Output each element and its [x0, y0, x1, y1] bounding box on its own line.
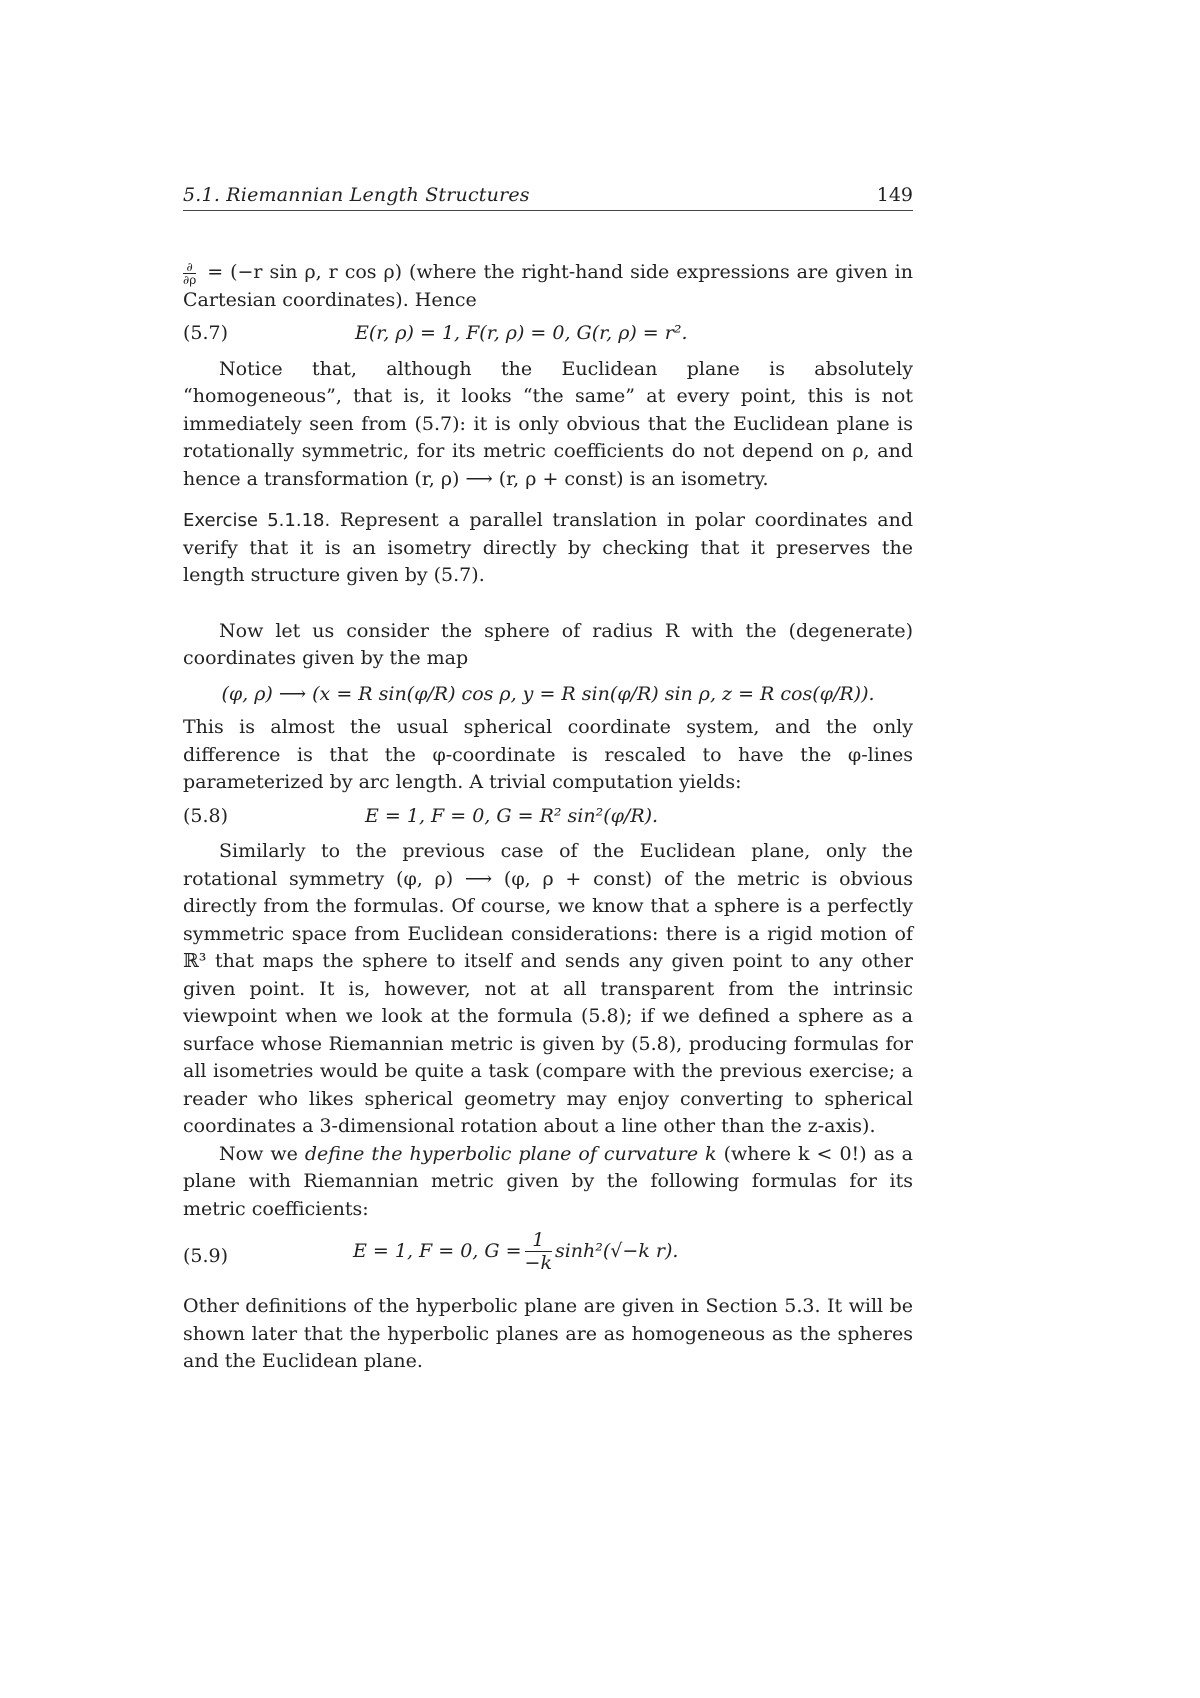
- running-header: [183, 180, 913, 211]
- page: [183, 180, 913, 1376]
- equation-label: (5.9): [183, 1245, 229, 1267]
- partial-denominator: ∂ρ: [183, 272, 197, 287]
- equation-5-9: [183, 1229, 913, 1285]
- equation-lhs: E = 1, F = 0, G =: [353, 1239, 522, 1262]
- equation-label: (5.8): [183, 804, 229, 827]
- equation-5-7: [183, 320, 913, 348]
- paragraph-symmetry: Similarly to the previous case of the Euclidean plane, only the rotational symmetry (φ, ρ) ⟶ (φ, ρ + const) of the metric is obvious directly from the formulas. Of course, we know that a sphere is a perfectly symmetric space from Euclidean considerations: there is a rigid motion of ℝ³ that maps the sphere to itself and sends any given point to any other given point. It is, however, not at all transparent from the intrinsic viewpoint when we look at the formula (5.8); if we defined a sphere as a surface whose Riemannian metric is given by (5.8), producing formulas for all isometries would be quite a task (compare with the previous exercise; a reader who likes spherical geometry may enjoy converting to spherical coordinates a 3-dimensional rotation about a line other than the z-axis).: [183, 840, 913, 1137]
- equation-rhs: sinh²(√−k r).: [554, 1239, 679, 1262]
- equation-expression: E(r, ρ) = 1, F(r, ρ) = 0, G(r, ρ) = r².: [355, 322, 688, 344]
- exercise-5-1-18: [183, 507, 913, 590]
- hyperbolic-post: (where k < 0!) as a plane with Riemannian metric given by the following formulas for its metric coefficients:: [183, 1142, 913, 1220]
- equation-expression: [353, 1229, 678, 1274]
- fraction-denominator: −k: [524, 1252, 552, 1274]
- paragraph-partial-derivative: [183, 259, 913, 314]
- partial-numerator: ∂: [183, 261, 196, 274]
- equation-fraction: [525, 1229, 552, 1274]
- hyperbolic-pre: Now we: [219, 1142, 305, 1165]
- paragraph-partial-text: = (−r sin ρ, r cos ρ) (where the right-hand side expressions are given in Cartesian coordinates). Hence: [183, 261, 913, 311]
- exercise-text: Represent a parallel translation in polar coordinates and verify that it is an isometry directly by checking that it preserves the length structure given by (5.7).: [183, 509, 913, 586]
- fraction-numerator: 1: [525, 1229, 552, 1252]
- equation-label: (5.7): [183, 322, 229, 344]
- paragraph-sphere: Now let us consider the sphere of radius R with the (degenerate) coordinates given by the map: [183, 619, 913, 669]
- map-equation: (φ, ρ) ⟶ (x = R sin(φ/R) cos ρ, y = R sin(φ/R) sin ρ, z = R cos(φ/R)).: [221, 682, 875, 705]
- page-number: 149: [876, 184, 913, 206]
- exercise-label: Exercise 5.1.18.: [183, 510, 331, 531]
- running-title: 5.1. Riemannian Length Structures: [183, 184, 530, 206]
- equation-5-8: [183, 803, 913, 831]
- partial-fraction: [183, 261, 196, 286]
- paragraph-hyperbolic-definition: [183, 1141, 913, 1224]
- paragraph-homogeneous: Notice that, although the Euclidean plane is absolutely “homogeneous”, that is, it looks “the same” at every point, this is not immediately seen from (5.7): it is only obvious that the Euclidean plane is rotationally symmetric, for its metric coefficients do not depend on ρ, and hence a transformation (r, ρ) ⟶ (r, ρ + const) is an isometry.: [183, 357, 913, 490]
- paragraph-spherical-coords: This is almost the usual spherical coordinate system, and the only difference is that the φ-coordinate is rescaled to have the φ-lines parameterized by arc length. A trivial computation yields:: [183, 716, 913, 793]
- paragraph-closing: Other definitions of the hyperbolic plane are given in Section 5.3. It will be shown later that the hyperbolic planes are as homogeneous as the spheres and the Euclidean plane.: [183, 1295, 913, 1372]
- page-body: [183, 259, 913, 1376]
- equation-expression: E = 1, F = 0, G = R² sin²(φ/R).: [365, 804, 659, 827]
- hyperbolic-emphasis: define the hyperbolic plane of curvature k: [304, 1142, 717, 1165]
